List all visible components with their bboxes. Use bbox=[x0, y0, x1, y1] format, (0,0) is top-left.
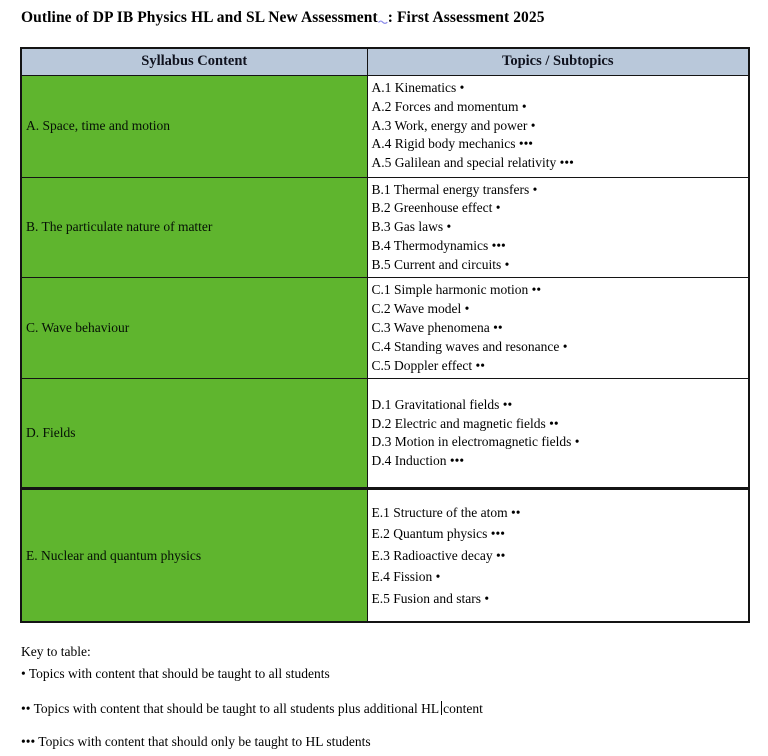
topic-line: A.3 Work, energy and power • bbox=[371, 117, 536, 133]
document-title-part2: : First Assessment 2025 bbox=[387, 9, 545, 26]
table-header-row bbox=[21, 48, 749, 75]
topic-line: A.1 Kinematics • bbox=[371, 80, 465, 95]
table-row-b bbox=[21, 177, 749, 278]
topics-cell-e bbox=[367, 489, 749, 622]
topic-line: C.1 Simple harmonic motion •• bbox=[371, 282, 542, 298]
topic-line: C.3 Wave phenomena •• bbox=[371, 320, 503, 336]
syllabus-cell-d: D. Fields bbox=[21, 379, 367, 489]
topic-line: E.5 Fusion and stars • bbox=[371, 590, 490, 606]
syllabus-cell-a: A. Space, time and motion bbox=[21, 75, 367, 177]
document-title-part1: Outline of DP IB Physics HL and SL New Assessment bbox=[21, 9, 378, 26]
syllabus-table bbox=[20, 47, 750, 623]
table-row-c bbox=[21, 278, 749, 379]
grammar-squiggle-icon bbox=[378, 8, 388, 22]
table-row-d bbox=[21, 379, 749, 489]
topic-line: B.2 Greenhouse effect • bbox=[371, 200, 501, 216]
topic-line: E.3 Radioactive decay •• bbox=[371, 547, 506, 563]
key-item-hl-additional-after: content bbox=[443, 701, 483, 716]
topic-line: C.5 Doppler effect •• bbox=[371, 357, 485, 373]
topic-line: A.2 Forces and momentum • bbox=[371, 98, 527, 114]
topic-line: C.2 Wave model • bbox=[371, 301, 470, 317]
topic-line: C.4 Standing waves and resonance • bbox=[371, 338, 568, 354]
topic-line: B.4 Thermodynamics ••• bbox=[371, 237, 506, 253]
syllabus-cell-c: C. Wave behaviour bbox=[21, 278, 367, 379]
column-header-syllabus-content: Syllabus Content bbox=[21, 48, 367, 75]
table-row-e bbox=[21, 489, 749, 622]
topic-line: A.4 Rigid body mechanics ••• bbox=[371, 136, 534, 152]
topic-line: B.1 Thermal energy transfers • bbox=[371, 181, 538, 197]
topic-line: D.4 Induction ••• bbox=[371, 453, 465, 469]
topics-cell-b bbox=[367, 177, 749, 278]
topic-line: E.4 Fission • bbox=[371, 569, 441, 585]
table-row-a bbox=[21, 75, 749, 177]
topic-line: A.5 Galilean and special relativity ••• bbox=[371, 155, 574, 171]
syllabus-cell-e: E. Nuclear and quantum physics bbox=[21, 489, 367, 622]
text-cursor bbox=[441, 701, 442, 715]
topics-cell-a bbox=[367, 75, 749, 177]
topic-line: D.1 Gravitational fields •• bbox=[371, 396, 513, 412]
key-item-hl-only: ••• Topics with content that should only be taught to HL students bbox=[21, 734, 371, 749]
topics-cell-c bbox=[367, 278, 749, 379]
topic-line: B.3 Gas laws • bbox=[371, 219, 452, 235]
key-item-hl-additional-before: •• Topics with content that should be taught to all students plus additional HL bbox=[21, 701, 440, 716]
topic-line: B.5 Current and circuits • bbox=[371, 256, 510, 272]
topic-line: E.1 Structure of the atom •• bbox=[371, 504, 521, 520]
key-item-all-students: • Topics with content that should be taught to all students bbox=[21, 666, 330, 681]
topics-cell-d bbox=[367, 379, 749, 489]
key-heading: Key to table: bbox=[21, 644, 91, 659]
key-item-hl-additional[interactable] bbox=[21, 701, 483, 717]
topic-line: D.2 Electric and magnetic fields •• bbox=[371, 415, 559, 431]
topic-line: E.2 Quantum physics ••• bbox=[371, 526, 505, 542]
column-header-topics-subtopics: Topics / Subtopics bbox=[367, 48, 749, 75]
topic-line: D.3 Motion in electromagnetic fields • bbox=[371, 434, 580, 450]
syllabus-cell-b: B. The particulate nature of matter bbox=[21, 177, 367, 278]
document-title bbox=[21, 8, 545, 27]
